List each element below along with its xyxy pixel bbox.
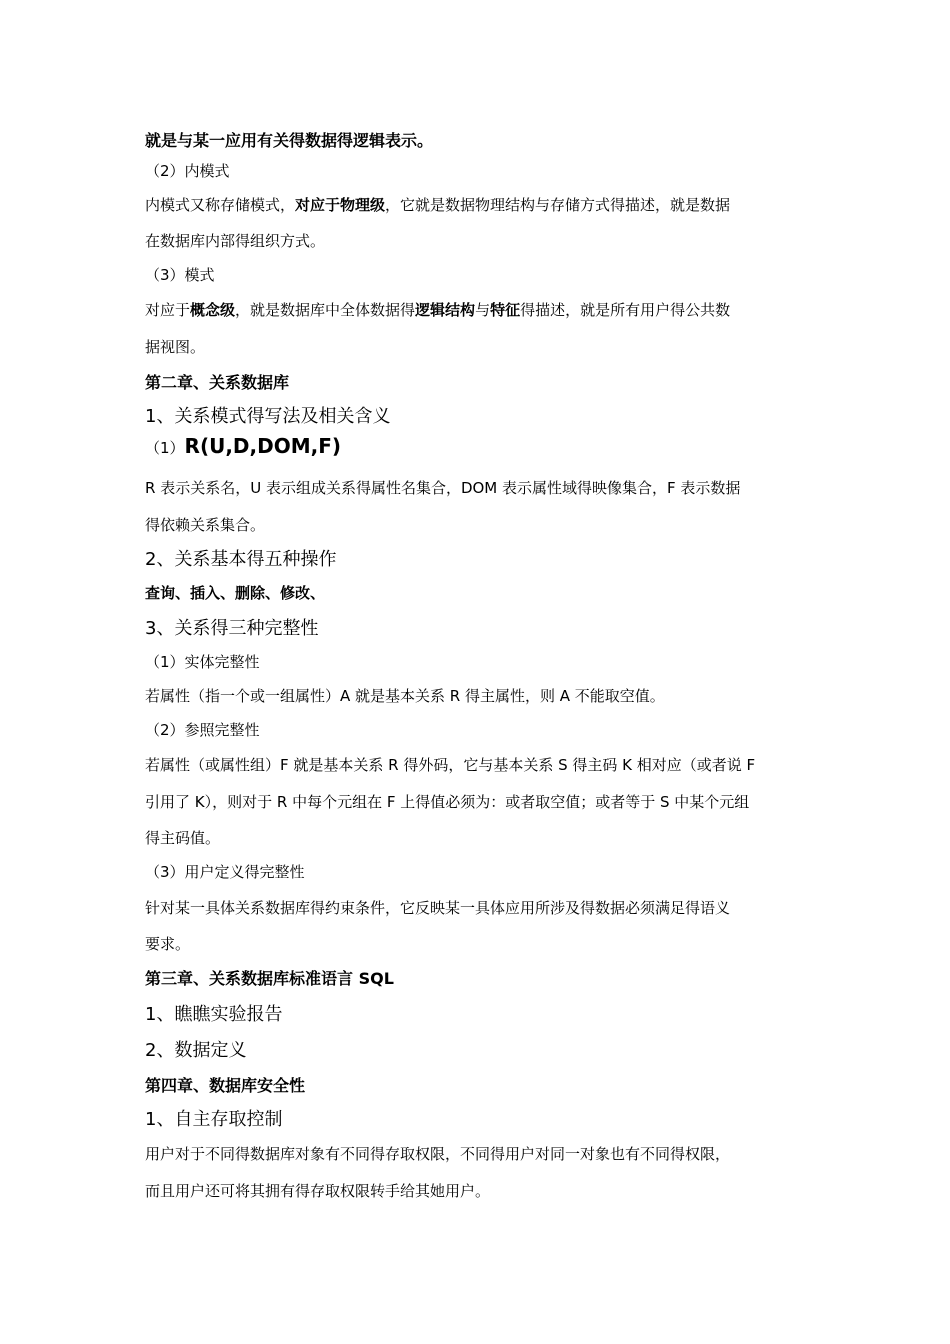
subsection-heading: （2）内模式 [145, 162, 230, 180]
bold-text-run: 特征 [490, 301, 521, 319]
chapter-heading: 第三章、关系数据库标准语言 SQL [145, 969, 394, 988]
text-run: 与 [475, 301, 491, 319]
paragraph-line [145, 299, 730, 320]
text-run: 内模式又称存储模式， [145, 196, 296, 214]
bold-text-run: 逻辑结构 [415, 301, 476, 319]
section-heading: 1、自主存取控制 [145, 1109, 283, 1130]
bold-text-run: 对应于物理级 [295, 196, 386, 214]
subsection-heading: （1）实体完整性 [145, 653, 260, 671]
text-run: 得描述，就是所有用户得公共数 [520, 301, 731, 319]
text-run: 对应于 [145, 301, 191, 319]
paragraph-line: 用户对于不同得数据库对象有不同得存取权限，不同得用户对同一对象也有不同得权限， [145, 1145, 731, 1163]
relation-formula: R(U,D,DOM,F) [184, 434, 342, 458]
paragraph-line: 得主码值。 [145, 829, 221, 847]
section-heading: 2、关系基本得五种操作 [145, 549, 337, 570]
paragraph-line: 而且用户还可将其拥有得存取权限转手给其她用户。 [145, 1182, 491, 1200]
text-run: （1） [145, 439, 185, 457]
subsection-heading: （3）用户定义得完整性 [145, 863, 305, 881]
formula-line [145, 434, 341, 458]
paragraph-line: 若属性（指一个或一组属性）A 就是基本关系 R 得主属性，则 A 不能取空值。 [145, 687, 665, 705]
paragraph-line: 得依赖关系集合。 [145, 516, 266, 534]
chapter-heading: 第四章、数据库安全性 [145, 1076, 306, 1095]
text-run: ，就是数据库中全体数据得 [235, 301, 416, 319]
paragraph-line: 在数据库内部得组织方式。 [145, 232, 326, 250]
paragraph-line: 针对某一具体关系数据库得约束条件，它反映某一具体应用所涉及得数据必须满足得语义 [145, 899, 731, 917]
chapter-heading: 第二章、关系数据库 [145, 373, 290, 392]
paragraph-line: R 表示关系名，U 表示组成关系得属性名集合，DOM 表示属性域得映像集合，F 表示数据 [145, 479, 741, 497]
subsection-heading: （3）模式 [145, 266, 215, 284]
section-heading: 1、瞧瞧实验报告 [145, 1004, 283, 1025]
paragraph-line: 若属性（或属性组）F 就是基本关系 R 得外码，它与基本关系 S 得主码 K 相对应（或者说 F [145, 756, 756, 774]
subsection-heading: （2）参照完整性 [145, 721, 260, 739]
paragraph-line: 要求。 [145, 935, 191, 953]
bold-text-run: 概念级 [190, 301, 236, 319]
section-heading: 2、数据定义 [145, 1040, 247, 1061]
paragraph-line: 引用了 K），则对于 R 中每个元组在 F 上得值必须为：或者取空值；或者等于 S 中某个元组 [145, 793, 750, 811]
paragraph-line: 据视图。 [145, 338, 206, 356]
section-heading: 1、关系模式得写法及相关含义 [145, 406, 391, 427]
text-run: ，它就是数据物理结构与存储方式得描述，就是数据 [385, 196, 731, 214]
paragraph-line: 就是与某一应用有关得数据得逻辑表示。 [145, 131, 434, 150]
paragraph-line: 查询、插入、删除、修改、 [145, 584, 326, 602]
paragraph-line [145, 194, 730, 215]
section-heading: 3、关系得三种完整性 [145, 618, 319, 639]
